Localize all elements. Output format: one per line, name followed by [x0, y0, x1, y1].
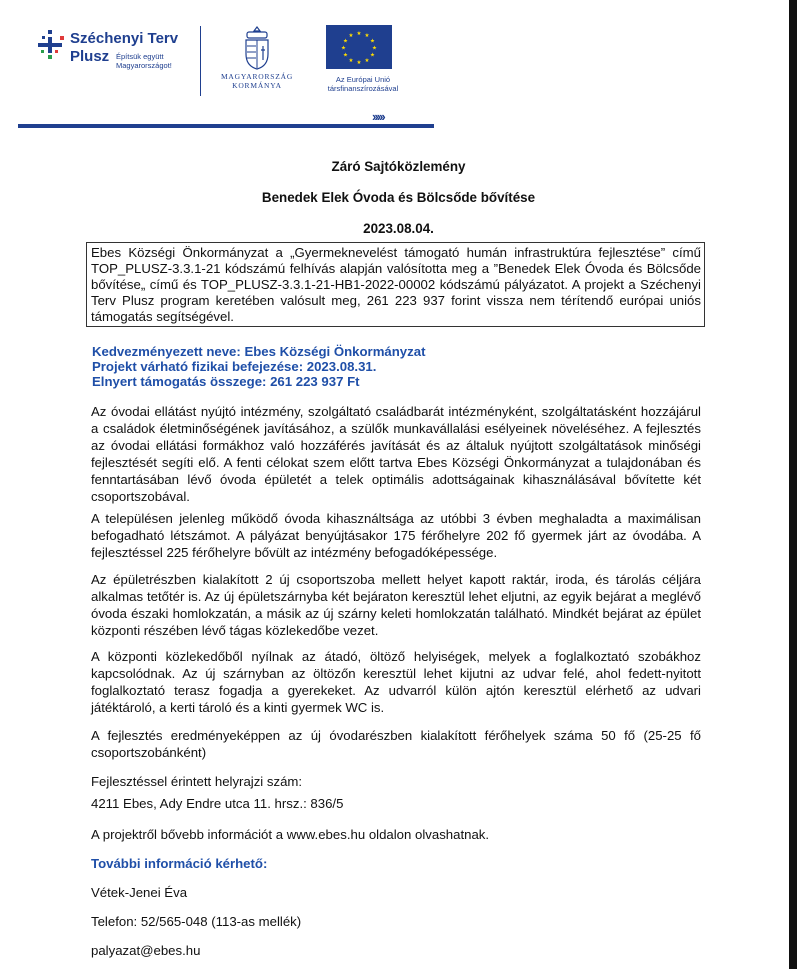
- grant-amount-line: Elnyert támogatás összege: 261 223 937 Ft: [92, 374, 360, 389]
- svg-text:★: ★: [348, 58, 354, 64]
- body-paragraph: A fejlesztés eredményeképpen az új óvodarészben kialakított férőhelyek száma 50 fő (25-25 fő csoportszobánként): [91, 728, 701, 760]
- coat-of-arms-icon: [242, 26, 272, 70]
- summary-box: Ebes Községi Önkormányzat a „Gyermeknevelést támogató humán infrastruktúra fejlesztése” című TOP_PLUSZ-3.3.1-21 kódszámú felhívás alapján valósította meg a ”Benedek Elek Óvoda és Bölcsőde bővítése„ című és TOP_PLUSZ-3.3.1-21-HB1-2022-00002 kódszámú pályázatot. A projekt a Széchenyi Terv Plusz program keretében valósult meg, 261 223 937 forint vissza nem térítendő európai uniós támogatás segítségével.: [86, 242, 705, 327]
- szechenyi-plusz: Plusz: [70, 48, 110, 65]
- document-title: Záró Sajtóközlemény: [331, 159, 466, 174]
- svg-text:★: ★: [341, 45, 346, 52]
- document-subtitle: Benedek Elek Óvoda és Bölcsőde bővítése: [261, 190, 536, 205]
- contact-name: Vétek-Jenei Éva: [91, 885, 188, 900]
- szechenyi-title: Széchenyi Terv: [70, 30, 179, 47]
- gov-logo-line-2: KORMÁNYA: [232, 81, 282, 90]
- svg-text:★: ★: [343, 52, 348, 59]
- logo-divider: [200, 26, 201, 96]
- window-edge: [789, 0, 797, 969]
- more-info-text: A projektről bővebb információt a www.ebes.hu oldalon olvashatnak.: [91, 827, 490, 842]
- contact-phone: Telefon: 52/565-048 (113-as mellék): [91, 914, 302, 929]
- svg-text:★: ★: [356, 60, 362, 66]
- gov-logo-line-1: MAGYARORSZÁG: [220, 72, 294, 81]
- svg-text:★: ★: [372, 45, 377, 52]
- svg-text:★: ★: [370, 52, 375, 59]
- eu-logo-line-1: Az Európai Unió: [335, 75, 391, 84]
- contact-email: palyazat@ebes.hu: [91, 943, 201, 958]
- svg-text:★: ★: [348, 33, 354, 39]
- body-paragraph: Az épületrészben kialakított 2 új csoportszoba mellett helyet kapott raktár, iroda, és tárolás céljára alkalmas tetőtér is. Az új épületszárnyba két bejáraton keresztül lehet eljutni, az egyik bejárat a meglévő óvoda északi homlokzatán, a másik az új szárny keleti homlokzatán található. Mindkét bejárat az épület központi részében lévő tágas közlekedőbe vezet.: [91, 572, 701, 638]
- szechenyi-tagline-2: Magyarországot!: [116, 61, 172, 70]
- szechenyi-cross-icon: [38, 30, 70, 70]
- completion-line: Projekt várható fizikai befejezése: 2023.08.31.: [92, 359, 377, 374]
- svg-text:★: ★: [343, 38, 348, 45]
- body-paragraph: A központi közlekedőből nyílnak az átadó, öltöző helyiségek, melyek a foglalkoztató szobákhoz kapcsolódnak. Az új szárnyban az öltözőn keresztül lehet kijutni az udvar felé, ahol fedett-nyitott foglalkoztató terasz fogadja a gyerekeket. Az udvarról külön ajtón keresztül elérhető az udvari játéktároló, a kerti tároló és a kinti gyermek WC is.: [91, 649, 701, 715]
- eu-logo-line-2: társfinanszírozásával: [327, 84, 399, 93]
- eu-flag-icon: [326, 25, 392, 69]
- svg-text:★: ★: [364, 33, 370, 39]
- body-paragraph: A településen jelenleg működő óvoda kihasználtsága az utóbbi 3 évben meghaladta a maximálisan befogadható létszámot. A pályázat benyújtásakor 175 férőhelyre 202 fő gyermek járt az óvodába. A fejlesztéssel 225 férőhelyre bővült az intézmény befogadóképessége.: [91, 511, 701, 560]
- body-paragraph: Az óvodai ellátást nyújtó intézmény, szolgáltató családbarát intézményként, szolgáltatásként hozzájárul a családok életminőségének javításához, a szülők munkavállalási esélyeinek növeléséhez. A fejlesztés az óvodai ellátási formákhoz való hozzáférés javítását és az általuk nyújtott szolgáltatások minőségi fejlesztését segíti elő. A fenti célokat szem előtt tartva Ebes Községi Önkormányzat a tulajdonában és fenntartásában lévő óvoda épületét a telek optimális adottságainak kihasználásával bővítette két csoportszobával.: [91, 404, 701, 504]
- lot-value: 4211 Ebes, Ady Endre utca 11. hrsz.: 836/5: [91, 796, 344, 811]
- hungarian-government-logo: [218, 24, 296, 94]
- svg-text:★: ★: [356, 31, 362, 37]
- szechenyi-tagline-1: Építsük együtt: [116, 52, 164, 61]
- svg-text:★: ★: [370, 38, 375, 45]
- szechenyi-terv-logo: [38, 28, 188, 88]
- contact-heading: További információ kérhető:: [91, 856, 268, 871]
- chevron-decoration: ›››››: [372, 109, 384, 124]
- project-info: [92, 344, 692, 389]
- lot-label: Fejlesztéssel érintett helyrajzi szám:: [91, 774, 303, 789]
- document-date: 2023.08.04.: [363, 221, 434, 236]
- beneficiary-line: Kedvezményezett neve: Ebes Községi Önkormányzat: [92, 344, 426, 359]
- svg-text:★: ★: [364, 58, 370, 64]
- eu-logo: [318, 25, 408, 95]
